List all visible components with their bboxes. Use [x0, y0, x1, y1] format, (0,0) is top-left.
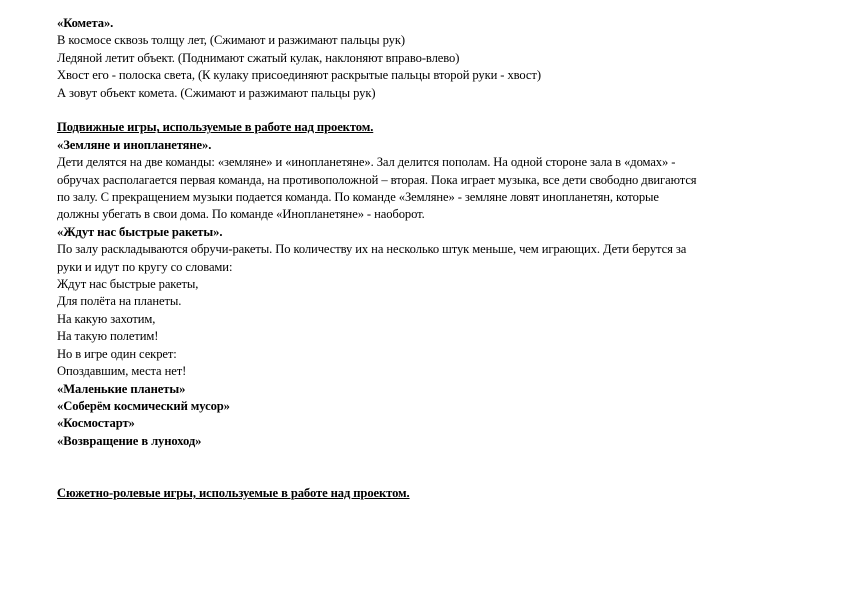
outdoor-games-heading: Подвижные игры, используемые в работе над проектом. — [57, 120, 374, 135]
earthlings-game-text: Дети делятся на две команды: «земляне» и «инопланетяне». Зал делится пополам. На одной стороне зала в «домах» - — [57, 155, 676, 170]
document-page — [57, 15, 827, 502]
comet-line: А зовут объект комета. (Сжимают и разжимают пальцы рук) — [57, 85, 376, 100]
earthlings-game-text: должны убегать в свои дома. По команде «Инопланетяне» - наоборот. — [57, 207, 425, 222]
comet-line: В космосе сквозь толщу лет, (Сжимают и разжимают пальцы рук) — [57, 33, 405, 48]
rockets-poem-line: На какую захотим, — [57, 311, 156, 326]
rockets-poem-line: Опоздавшим, места нет! — [57, 364, 187, 379]
earthlings-game-text: обручах располагается первая команда, на противоположной – вторая. Пока играет музыка, все дети свободно двигаются — [57, 172, 697, 187]
comet-title: «Комета». — [57, 16, 114, 30]
earthlings-game-title: «Земляне и инопланетяне». — [57, 137, 212, 152]
game-title-space-debris: «Соберём космический мусор» — [57, 398, 230, 413]
game-title-return-to-lunokhod: «Возвращение в луноход» — [57, 433, 202, 448]
rockets-poem-line: На такую полетим! — [57, 329, 159, 344]
role-games-heading: Сюжетно-ролевые игры, используемые в работе над проектом. — [57, 485, 410, 500]
rockets-poem-line: Ждут нас быстрые ракеты, — [57, 277, 199, 292]
spacer — [57, 450, 827, 485]
game-title-small-planets: «Маленькие планеты» — [57, 381, 186, 396]
spacer — [57, 102, 827, 119]
earthlings-game-text: по залу. С прекращением музыки подается команда. По команде «Земляне» - земляне ловят инопланетян, которые — [57, 190, 659, 205]
game-title-cosmostart: «Космостарт» — [57, 416, 135, 431]
comet-line: Ледяной летит объект. (Поднимают сжатый кулак, наклоняют вправо-влево) — [57, 50, 460, 65]
comet-line: Хвост его - полоска света, (К кулаку присоединяют раскрытые пальцы второй руки - хвост) — [57, 68, 541, 83]
rockets-game-title: «Ждут нас быстрые ракеты». — [57, 224, 223, 239]
rockets-poem-line: Для полёта на планеты. — [57, 294, 182, 309]
rockets-game-text: руки и идут по кругу со словами: — [57, 259, 233, 274]
rockets-poem-line: Но в игре один секрет: — [57, 346, 177, 361]
rockets-game-text: По залу раскладываются обручи-ракеты. По количеству их на несколько штук меньше, чем играющих. Дети берутся за — [57, 242, 687, 257]
